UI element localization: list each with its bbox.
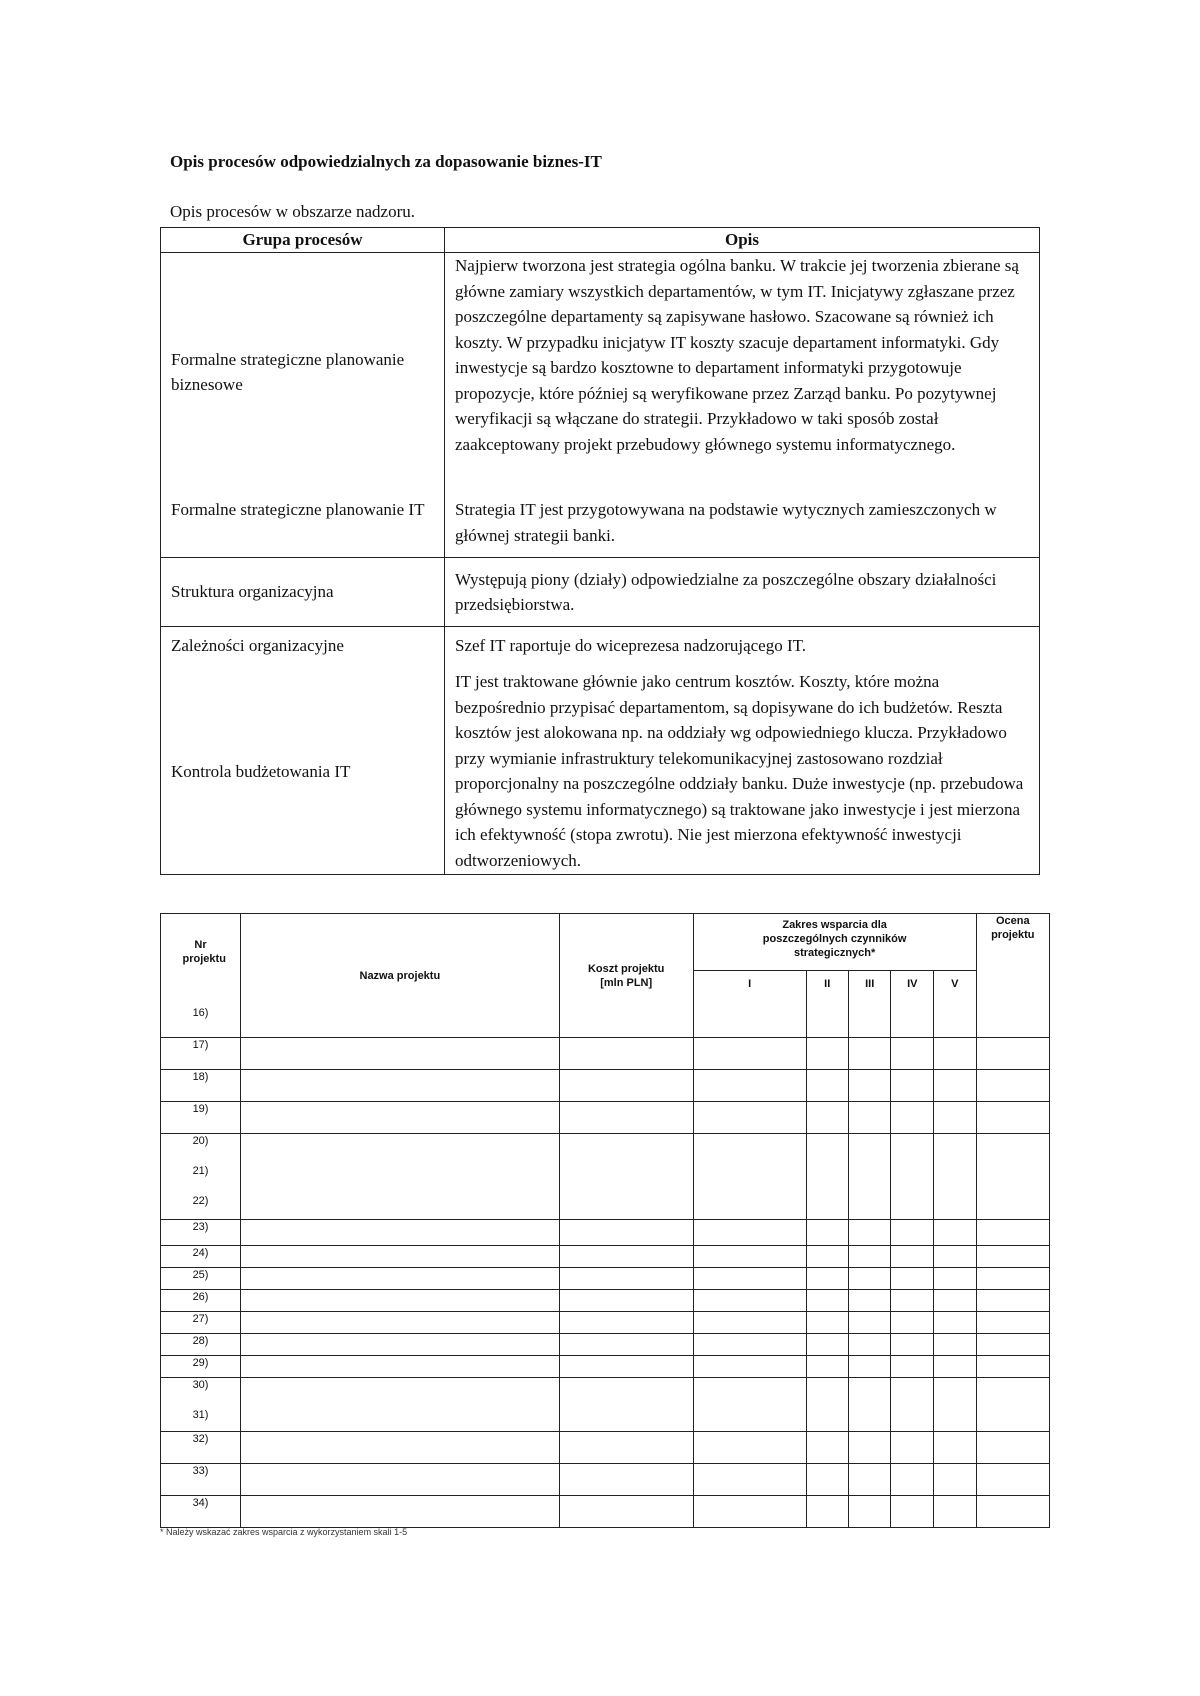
scope-cell-V[interactable]	[934, 1134, 976, 1220]
scope-cell-IV[interactable]	[891, 1432, 934, 1464]
roman-header-cell: V	[934, 971, 976, 1038]
scope-cell-II[interactable]	[806, 1134, 848, 1220]
project-number: 18)	[192, 1071, 209, 1083]
scope-cell-II[interactable]	[806, 1312, 848, 1334]
header-name: Nazwa projektu	[241, 914, 560, 1038]
scope-cell-I[interactable]	[693, 1246, 806, 1268]
process-table	[160, 227, 1040, 875]
project-cost-cell[interactable]	[559, 1290, 693, 1312]
scope-cell-I[interactable]	[693, 1432, 806, 1464]
project-number-cell	[161, 1220, 241, 1246]
project-cost-cell[interactable]	[559, 1464, 693, 1496]
project-name-cell[interactable]	[241, 1070, 560, 1102]
process-desc-text: Najpierw tworzona jest strategia ogólna banku. W trakcie jej tworzenia zbierane są główne zamiary wszystkich departamentów, w tym IT. Inicjatywy zgłaszane przez poszczególne departamenty są zapisywane hasłowo. Szacowane są również ich koszty. W przypadku inicjatyw IT koszty szacuje departament informatyki. Gdy inwestycje są bardzo kosztowne to departament informatyki przygotowuje propozycje, które później są weryfikowane przez Zarząd banku. Po pozytywnej weryfikacji są włączane do strategii. Przykładowo w taki sposób został zaakceptowany projekt przebudowy głównego systemu informatycznego.	[455, 256, 1019, 454]
process-desc-text: IT jest traktowane głównie jako centrum kosztów. Koszty, które można bezpośrednio przypisać departamentom, są dopisywane do ich budżetów. Reszta kosztów jest alokowana np. na oddziały wg odpowiedniego klucza. Przykładowo przy wymianie infrastruktury telekomunikacyjnej zastosowano rozdział proporcjonalny na poszczególne oddziały banku. Duże inwestycje (np. przebudowa głównego systemu informatycznego) są traktowane jako inwestycje i jest mierzona ich efektywność (stopa zwrotu). Nie jest mierzona efektywność inwestycji odtworzeniowych.	[455, 672, 1024, 870]
process-row	[161, 669, 1040, 875]
scope-cell-III[interactable]	[848, 1356, 891, 1378]
project-cost-cell[interactable]	[559, 1220, 693, 1246]
scope-cell-III[interactable]	[848, 1220, 891, 1246]
scope-cell-IV[interactable]	[891, 1246, 934, 1268]
process-group-cell	[161, 627, 445, 670]
project-number: 29)	[192, 1357, 209, 1369]
project-number-cell	[161, 1134, 241, 1220]
rating-cell[interactable]	[976, 1464, 1049, 1496]
rating-cell[interactable]	[976, 1432, 1049, 1464]
scope-cell-III[interactable]	[848, 1102, 891, 1134]
scope-cell-II[interactable]	[806, 1102, 848, 1134]
scope-cell-IV[interactable]	[891, 1102, 934, 1134]
scope-cell-II[interactable]	[806, 1220, 848, 1246]
project-number: 19)	[192, 1103, 209, 1115]
scope-cell-IV[interactable]	[891, 1312, 934, 1334]
table-row	[161, 1102, 1050, 1134]
scope-cell-IV[interactable]	[891, 1464, 934, 1496]
project-number: 31)	[192, 1409, 209, 1421]
rating-cell[interactable]	[976, 1038, 1049, 1070]
scope-cell-V[interactable]	[934, 1334, 976, 1356]
header-cost-label: Koszt projektu [mln PLN]	[587, 962, 665, 989]
scope-cell-III[interactable]	[848, 1378, 891, 1432]
table-row	[161, 1312, 1050, 1334]
scope-cell-V[interactable]	[934, 1268, 976, 1290]
project-number-cell	[161, 1102, 241, 1134]
scope-cell-I[interactable]	[693, 1464, 806, 1496]
scope-cell-V[interactable]	[934, 1312, 976, 1334]
rating-cell[interactable]	[976, 1268, 1049, 1290]
project-number-cell	[161, 1246, 241, 1268]
process-group-cell	[161, 491, 445, 558]
table-row	[161, 1134, 1050, 1220]
scope-cell-I[interactable]	[693, 1268, 806, 1290]
project-number: 30)	[192, 1379, 209, 1391]
project-name-cell[interactable]	[241, 1334, 560, 1356]
rating-cell[interactable]	[976, 1290, 1049, 1312]
project-number-cell	[161, 1378, 241, 1432]
scope-cell-IV[interactable]	[891, 1496, 934, 1528]
project-name-cell[interactable]	[241, 1464, 560, 1496]
scope-cell-III[interactable]	[848, 1496, 891, 1528]
scope-cell-IV[interactable]	[891, 1290, 934, 1312]
process-desc-cell	[445, 558, 1040, 627]
project-cost-cell[interactable]	[559, 1102, 693, 1134]
project-name-cell[interactable]	[241, 1496, 560, 1528]
rating-cell[interactable]	[976, 1134, 1049, 1220]
scope-cell-V[interactable]	[934, 1356, 976, 1378]
project-cost-cell[interactable]	[559, 1312, 693, 1334]
process-group-label: Formalne strategiczne planowanie IT	[171, 500, 425, 519]
process-row	[161, 627, 1040, 670]
project-number-cell	[161, 1334, 241, 1356]
scope-cell-III[interactable]	[848, 1268, 891, 1290]
header-scope-label: Zakres wsparcia dla poszczególnych czynników strategicznych*	[762, 919, 907, 959]
scope-cell-IV[interactable]	[891, 1378, 934, 1432]
scope-cell-I[interactable]	[693, 1134, 806, 1220]
project-number-cell	[161, 1038, 241, 1070]
project-number: 21)	[192, 1165, 209, 1177]
project-number: 27)	[192, 1313, 209, 1325]
scope-cell-II[interactable]	[806, 1070, 848, 1102]
project-table-body	[161, 1038, 1050, 1528]
project-number: 24)	[192, 1247, 209, 1259]
table-row	[161, 1246, 1050, 1268]
section-subtitle: Opis procesów w obszarze nadzoru.	[170, 202, 415, 221]
project-table-header	[161, 914, 1050, 971]
scope-cell-III[interactable]	[848, 1312, 891, 1334]
rating-cell[interactable]	[976, 1070, 1049, 1102]
scope-cell-IV[interactable]	[891, 1220, 934, 1246]
scope-cell-II[interactable]	[806, 1038, 848, 1070]
scope-cell-V[interactable]	[934, 1464, 976, 1496]
process-row	[161, 253, 1040, 492]
project-name-cell[interactable]	[241, 1102, 560, 1134]
scope-cell-III[interactable]	[848, 1290, 891, 1312]
project-number: 26)	[192, 1291, 209, 1303]
process-row	[161, 558, 1040, 627]
project-name-cell[interactable]	[241, 1246, 560, 1268]
scope-cell-I[interactable]	[693, 1220, 806, 1246]
scope-cell-V[interactable]	[934, 1432, 976, 1464]
scope-cell-III[interactable]	[848, 1038, 891, 1070]
process-group-cell	[161, 558, 445, 627]
scope-cell-II[interactable]	[806, 1268, 848, 1290]
scope-cell-IV[interactable]	[891, 1134, 934, 1220]
project-name-cell[interactable]	[241, 1432, 560, 1464]
scope-cell-I[interactable]	[693, 1312, 806, 1334]
project-cost-cell[interactable]	[559, 1356, 693, 1378]
project-number-cell	[161, 1268, 241, 1290]
rating-cell[interactable]	[976, 1378, 1049, 1432]
scope-cell-IV[interactable]	[891, 1038, 934, 1070]
scope-cell-III[interactable]	[848, 1070, 891, 1102]
scope-cell-V[interactable]	[934, 1102, 976, 1134]
process-group-cell	[161, 669, 445, 875]
page-title: Opis procesów odpowiedzialnych za dopasowanie biznes-IT	[170, 152, 602, 171]
header-desc: Opis	[445, 228, 1040, 253]
scope-cell-I[interactable]	[693, 1356, 806, 1378]
table-row	[161, 1220, 1050, 1246]
project-number: 32)	[192, 1433, 209, 1445]
project-number-cell	[161, 1312, 241, 1334]
project-number-cell	[161, 1432, 241, 1464]
project-number: 33)	[192, 1465, 209, 1477]
project-cost-cell[interactable]	[559, 1432, 693, 1464]
project-cost-cell[interactable]	[559, 1038, 693, 1070]
roman-header-cell: I	[693, 971, 806, 1038]
project-number-cell	[161, 1070, 241, 1102]
scope-cell-IV[interactable]	[891, 1070, 934, 1102]
scope-cell-II[interactable]	[806, 1378, 848, 1432]
process-group-cell	[161, 253, 445, 492]
scope-cell-II[interactable]	[806, 1356, 848, 1378]
roman-header-cell: III	[848, 971, 891, 1038]
scope-cell-I[interactable]	[693, 1496, 806, 1528]
table-row	[161, 1268, 1050, 1290]
scope-cell-II[interactable]	[806, 1246, 848, 1268]
scope-cell-IV[interactable]	[891, 1356, 934, 1378]
project-cost-cell[interactable]	[559, 1334, 693, 1356]
scope-cell-V[interactable]	[934, 1496, 976, 1528]
table-row	[161, 1356, 1050, 1378]
project-table	[160, 913, 1050, 1528]
process-desc-cell	[445, 627, 1040, 670]
table-row	[161, 1070, 1050, 1102]
scope-cell-II[interactable]	[806, 1464, 848, 1496]
scope-cell-V[interactable]	[934, 1220, 976, 1246]
process-row	[161, 491, 1040, 558]
scope-cell-III[interactable]	[848, 1464, 891, 1496]
rating-cell[interactable]	[976, 1334, 1049, 1356]
project-number-cell	[161, 1496, 241, 1528]
rating-cell[interactable]	[976, 1356, 1049, 1378]
project-number-cell	[161, 1464, 241, 1496]
project-number: 25)	[192, 1269, 209, 1281]
scope-cell-III[interactable]	[848, 1334, 891, 1356]
scope-cell-V[interactable]	[934, 1070, 976, 1102]
project-cost-cell[interactable]	[559, 1246, 693, 1268]
scope-cell-III[interactable]	[848, 1432, 891, 1464]
header-rating-label: Ocena projektu	[991, 915, 1035, 941]
rating-cell[interactable]	[976, 1312, 1049, 1334]
table-row	[161, 1432, 1050, 1464]
process-desc-text: Występują piony (działy) odpowiedzialne za poszczególne obszary działalności przedsiębiorstwa.	[455, 569, 997, 614]
process-desc-text: Strategia IT jest przygotowywana na podstawie wytycznych zamieszczonych w głównej strategii banki.	[455, 500, 997, 545]
scope-cell-II[interactable]	[806, 1290, 848, 1312]
project-number-cell	[161, 1356, 241, 1378]
project-number: 34)	[192, 1497, 209, 1509]
scope-cell-I[interactable]	[693, 1102, 806, 1134]
process-table-header	[161, 228, 1040, 253]
scope-cell-I[interactable]	[693, 1038, 806, 1070]
header-scope	[693, 914, 976, 971]
scope-cell-I[interactable]	[693, 1070, 806, 1102]
process-desc-cell	[445, 669, 1040, 875]
scope-cell-I[interactable]	[693, 1334, 806, 1356]
project-number: 23)	[192, 1221, 209, 1233]
project-number: 28)	[192, 1335, 209, 1347]
process-group-label: Kontrola budżetowania IT	[171, 761, 351, 781]
table-row	[161, 1378, 1050, 1432]
project-name-cell[interactable]	[241, 1220, 560, 1246]
scope-cell-II[interactable]	[806, 1334, 848, 1356]
footnote: * Należy wskazać zakres wsparcia z wykorzystaniem skali 1-5	[160, 1527, 408, 1537]
project-name-cell[interactable]	[241, 1290, 560, 1312]
process-group-label: Formalne strategiczne planowanie biznesowe	[171, 349, 405, 394]
project-name-cell[interactable]	[241, 1378, 560, 1432]
scope-cell-I[interactable]	[693, 1378, 806, 1432]
project-name-cell[interactable]	[241, 1268, 560, 1290]
header-group: Grupa procesów	[161, 228, 445, 253]
process-group-label: Zależności organizacyjne	[171, 636, 344, 655]
project-cost-cell[interactable]	[559, 1134, 693, 1220]
scope-cell-IV[interactable]	[891, 1334, 934, 1356]
process-desc-cell	[445, 491, 1040, 558]
project-name-cell[interactable]	[241, 1038, 560, 1070]
header-nr-label: Nr projektu	[182, 939, 226, 965]
project-cost-cell[interactable]	[559, 1496, 693, 1528]
project-cost-cell[interactable]	[559, 1268, 693, 1290]
table-row	[161, 1496, 1050, 1528]
roman-header-cell: IV	[891, 971, 934, 1038]
process-group-label: Struktura organizacyjna	[171, 582, 334, 602]
scope-cell-V[interactable]	[934, 1038, 976, 1070]
project-number: 22)	[192, 1195, 209, 1207]
project-name-cell[interactable]	[241, 1356, 560, 1378]
table-row	[161, 1464, 1050, 1496]
table-row	[161, 1334, 1050, 1356]
rating-cell[interactable]	[976, 1102, 1049, 1134]
scope-cell-V[interactable]	[934, 1246, 976, 1268]
table-row	[161, 1290, 1050, 1312]
scope-cell-III[interactable]	[848, 1134, 891, 1220]
header-cost	[559, 914, 693, 1038]
rating-cell[interactable]	[976, 1220, 1049, 1246]
scope-cell-I[interactable]	[693, 1290, 806, 1312]
scope-cell-IV[interactable]	[891, 1268, 934, 1290]
project-name-cell[interactable]	[241, 1312, 560, 1334]
scope-cell-V[interactable]	[934, 1290, 976, 1312]
header-nr	[161, 914, 241, 1038]
scope-cell-III[interactable]	[848, 1246, 891, 1268]
project-number: 17)	[192, 1039, 209, 1051]
project-number: 20)	[192, 1135, 209, 1147]
scope-cell-V[interactable]	[934, 1378, 976, 1432]
scope-cell-II[interactable]	[806, 1496, 848, 1528]
roman-header-cell: II	[806, 971, 848, 1038]
process-desc-text: Szef IT raportuje do wiceprezesa nadzorującego IT.	[455, 636, 806, 655]
rating-cell[interactable]	[976, 1246, 1049, 1268]
scope-cell-II[interactable]	[806, 1432, 848, 1464]
project-name-cell[interactable]	[241, 1134, 560, 1220]
process-desc-cell	[445, 253, 1040, 492]
header-rating	[976, 914, 1049, 1038]
project-cost-cell[interactable]	[559, 1070, 693, 1102]
project-number-cell	[161, 1290, 241, 1312]
rating-cell[interactable]	[976, 1496, 1049, 1528]
project-number: 16)	[192, 1007, 209, 1019]
table-row	[161, 1038, 1050, 1070]
project-cost-cell[interactable]	[559, 1378, 693, 1432]
